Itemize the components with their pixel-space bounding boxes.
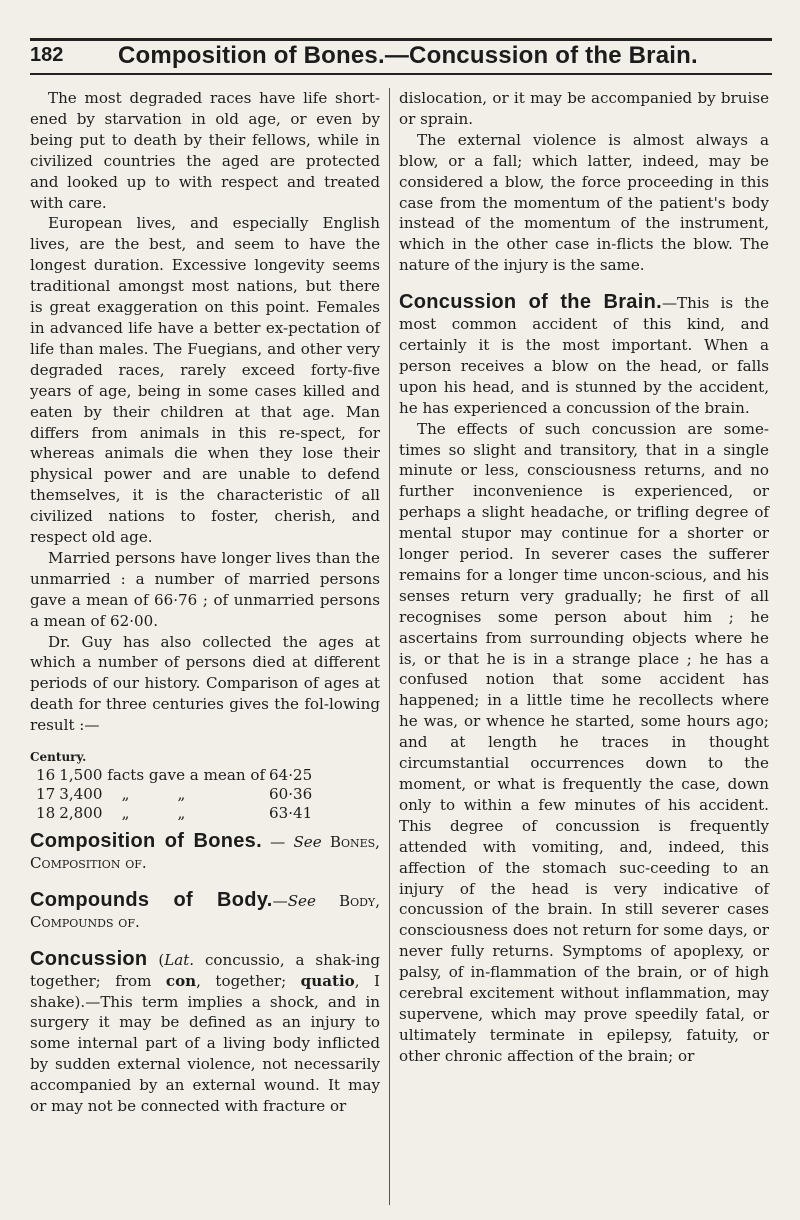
ditto-mark: „	[177, 804, 186, 823]
cross-reference: Body, Compounds of.	[30, 891, 380, 931]
table-row	[36, 766, 316, 785]
entry-concussion-of-the-brain	[399, 292, 769, 418]
entry-concussion	[30, 949, 380, 1117]
facts-cell	[59, 766, 269, 785]
entry-headword: Composition of Bones.	[30, 830, 262, 853]
entry-body: —This is the most common accident of this kind, and certainly it is the most important. When a person receives a blow on the head, or falls upon his head, and is stunned by the accident, he has experienced a concussion of the brain.	[399, 294, 770, 417]
cross-reference: Bones, Composition of.	[30, 833, 380, 872]
mean-cell: 64·25	[269, 766, 313, 785]
entry-headword: Concussion of the Brain.	[399, 291, 662, 314]
mean-cell: 63·41	[269, 804, 313, 823]
etymology-text: , together;	[196, 971, 301, 990]
paragraph: Dr. Guy has also collected the ages at which a number of persons died at different periods of our history. Comparison of ages at death for three centuries gives the fol-lowing result :—	[30, 632, 380, 735]
facts-cell	[59, 785, 269, 804]
entry-headword: Concussion	[30, 947, 148, 970]
entry-separator: —	[261, 833, 294, 852]
right-column	[399, 88, 769, 1067]
etymology-text: concussio, a shak-ing together; from	[30, 950, 380, 990]
etymology-text: (	[147, 950, 165, 969]
paragraph: The most degraded races have life short-ened by starvation in old age, or even by being put to death by their fellows, while in civilized countries the aged are protected and looked up to with respect and treated with care.	[30, 89, 380, 212]
column-divider	[389, 88, 390, 1205]
ditto-mark: „	[121, 804, 130, 823]
entry-compounds-of-body	[30, 890, 380, 933]
facts-cell	[59, 804, 269, 823]
century-cell: 18	[36, 804, 56, 823]
facts-text: 3,400	[59, 785, 103, 804]
paragraph: Married persons have longer lives than the unmarried : a number of married persons gave a mean of 66·76 ; of unmarried persons a mean of 62·00.	[30, 548, 380, 630]
entry-separator: —	[272, 891, 288, 910]
facts-text: 2,800	[59, 804, 103, 823]
etymology-root: quatio	[300, 971, 355, 990]
paragraph: The external violence is almost always a blow, or a fall; which latter, indeed, may be considered a blow, the force proceeding in this case from the momentum of the patient's body instead of the momentum of the instrument, which in the other case in-flicts the blow. The nature of the injury is the same.	[399, 130, 769, 275]
entry-headword: Compounds of Body.	[30, 888, 273, 911]
entry-body: —This term implies a shock, and in surgery it may be defined as an injury to some internal part of a living body inflicted by sudden external violence, not necessarily accompanied by an external wound. It may or may not be connected with fracture or	[30, 992, 380, 1116]
facts-text: 1,500 facts gave a mean of	[59, 766, 266, 785]
table-row	[36, 785, 316, 804]
paragraph: The effects of such concussion are some-times so slight and transitory, that in a single minute or less, consciousness returns, and no further inconvenience is experienced, or perhaps a slight headache, or trifling degree of mental stupor may continue for a shorter or longer period. In severer cases the sufferer remains for a longer time uncon-scious, and his senses return very gradually; he first of all recognises some person about him ; he ascertains from surrounding objects where he is, or that he is in a strange place ; he has a confused notion that some accident has happened; in a little time he recollects where he was, or whence he started, some hours ago; and at length he traces in thought circumstantial occurrences down to the moment, or what is frequently the case, down only to within a few minutes of his accident. This degree of concussion is frequently attended with vomiting, and, indeed, this affection of the stomach suc-ceeding to an injury of the head is very indicative of concussion of the brain. In still severer cases consciousness does not return for some days, or never fully returns. Symptoms of apoplexy, or palsy, of in-flammation of the brain, or of high cerebral excitement without inflammation, may supervene, which may prove speedily fatal, or ultimately terminate in epilepsy, fatuity, or other chronic affection of the brain; or	[399, 419, 769, 1065]
etymology-root: con	[165, 971, 197, 990]
page-header	[30, 42, 772, 72]
entry-composition-of-bones	[30, 831, 380, 874]
top-rule	[30, 38, 772, 41]
etymology-language: Lat.	[164, 950, 195, 969]
century-cell: 16	[36, 766, 56, 785]
running-head: Composition of Bones.—Concussion of the Brain.	[118, 42, 698, 69]
ditto-mark: „	[121, 785, 130, 804]
etymology-text: , I shake).	[30, 971, 380, 1011]
ditto-mark: „	[177, 785, 186, 804]
page-number: 182	[30, 44, 64, 66]
header-rule	[30, 73, 772, 75]
century-table-label: Century.	[30, 750, 87, 765]
see-reference: See	[293, 833, 322, 852]
mean-cell: 60·36	[269, 785, 313, 804]
left-column	[30, 88, 380, 1117]
paragraph: dislocation, or it may be accompanied by bruise or sprain.	[399, 89, 769, 128]
see-reference: See	[287, 891, 316, 910]
century-cell: 17	[36, 785, 56, 804]
table-row	[36, 804, 316, 823]
paragraph: European lives, and especially English lives, are the best, and seem to have the longest duration. Excessive longevity seems traditional amongst most nations, but there is great exaggeration on this point. Females in advanced life have a better ex-pectation of life than males. The Fuegians, and other very degraded races, rarely exceed forty-five years of age, being in some cases killed and eaten by their children at that age. Man differs from animals in this re-spect, for whereas animals die when they lose their physical power and are unable to defend themselves, it is the characteristic of all civilized nations to foster, cherish, and respect old age.	[30, 214, 380, 547]
century-table	[36, 766, 316, 823]
